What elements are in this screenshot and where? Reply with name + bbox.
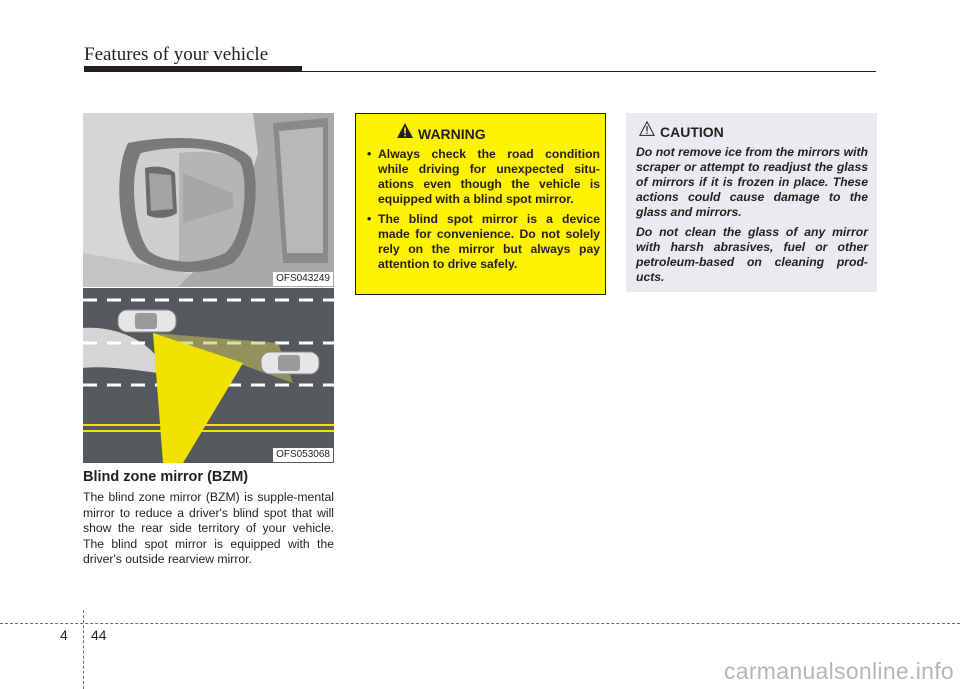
car-top-view-other bbox=[261, 352, 319, 374]
warning-item: • The blind spot mirror is a device made for convenience. Do not solely rely on the mirror but always pay attention to drive safely. bbox=[367, 212, 600, 272]
blind-zone-drawing bbox=[83, 288, 334, 463]
caution-triangle-icon bbox=[639, 121, 655, 136]
figure-code-lane: OFS053068 bbox=[273, 448, 333, 462]
figure-code-mirror: OFS043249 bbox=[273, 272, 333, 286]
warning-box bbox=[355, 113, 606, 295]
section-heading: Blind zone mirror (BZM) bbox=[83, 469, 249, 485]
page-section-number: 4 bbox=[60, 627, 68, 643]
caution-paragraph: Do not clean the glass of any mirror with harsh abrasives, fuel or other petroleum-based on cleaning prod-ucts. bbox=[636, 225, 868, 284]
section-body-text: The blind zone mirror (BZM) is supple-mental mirror to reduce a driver's blind spot that will show the rear side territory of your vehicle. The blind spot mirror is equipped with the driver's outside rearview mirror. bbox=[83, 490, 334, 566]
warning-triangle-icon bbox=[397, 123, 413, 138]
caution-title: CAUTION bbox=[660, 124, 724, 140]
warning-item: • Always check the road condition while driving for unexpected situ-ations even though the vehicle is equipped with a blind spot mirror. bbox=[367, 147, 600, 207]
side-mirror-drawing bbox=[83, 113, 334, 287]
caution-paragraph: Do not remove ice from the mirrors with scraper or attempt to readjust the glass of mirrors if it is frozen in place. These actions could cause damage to the glass and mirrors. bbox=[636, 145, 868, 219]
mirror-illustration bbox=[83, 113, 334, 287]
caution-body bbox=[636, 145, 868, 290]
page-number: 44 bbox=[91, 627, 107, 643]
warning-list bbox=[367, 147, 600, 277]
footer-rule bbox=[0, 623, 960, 624]
footer-vertical-rule bbox=[83, 610, 84, 689]
warning-title: WARNING bbox=[418, 126, 486, 142]
page-header-title: Features of your vehicle bbox=[84, 44, 269, 65]
caution-box bbox=[626, 113, 877, 292]
car-top-view-own bbox=[118, 310, 176, 332]
header-rule-thin bbox=[84, 71, 876, 72]
blind-zone-diagram bbox=[83, 288, 334, 463]
watermark: carmanualsonline.info bbox=[723, 658, 954, 684]
